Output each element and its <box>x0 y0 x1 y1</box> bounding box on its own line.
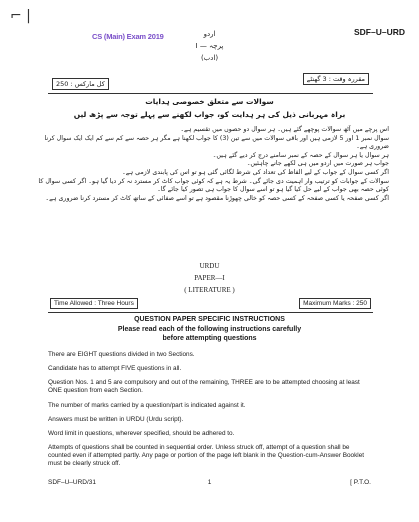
pto-label: [ P.T.O. <box>350 479 371 486</box>
english-header-rule <box>48 312 373 313</box>
instructions-subtitle-1: Please read each of the following instructions carefully <box>117 326 302 333</box>
urdu-header-rule <box>48 93 373 94</box>
urdu-paper: پرچہ — I <box>195 42 224 50</box>
instructions-subtitle-2: before attempting questions <box>162 335 257 342</box>
instructions-title: QUESTION PAPER SPECIFIC INSTRUCTIONS <box>134 316 285 323</box>
urdu-marks-box: کل مارکس : 250 <box>52 78 109 90</box>
maximum-marks-box: Maximum Marks : 250 <box>299 298 371 309</box>
english-instruction: The number of marks carried by a question/part is indicated against it. <box>48 402 246 409</box>
english-instruction: There are EIGHT questions divided in two Sections. <box>48 351 195 358</box>
corner-mark: ⌐ | <box>10 8 31 24</box>
footer-code: SDF–U–URD/31 <box>48 479 97 486</box>
urdu-subject: اردو <box>203 30 216 38</box>
urdu-instructions <box>37 126 389 203</box>
urdu-instruction: جواب ہر صورت میں اردو میں ہی لکھے جانے چاہئیں۔ <box>246 160 389 168</box>
english-instruction: Word limit in questions, wherever specified, should be adhered to. <box>48 430 235 437</box>
english-instruction: Candidate has to attempt FIVE questions in all. <box>48 365 182 372</box>
english-instruction: Attempts of questions shall be counted in sequential order. Unless struck off, attempt of a question shall be counted even if attempted partly. Any page or portion of the page left blank in the Question-cum-Answer Booklet must be clearly struck off. <box>48 444 365 468</box>
english-instruction: Answers must be written in URDU (Urdu script). <box>48 416 184 423</box>
paper-code-top: SDF–U–URD <box>353 27 405 37</box>
urdu-time-box: مقررہ وقت : 3 گھنٹے <box>303 73 369 85</box>
english-instruction: Question Nos. 1 and 5 are compulsory and out of the remaining, THREE are to be attempted choosing at least ONE question from each Section. <box>48 379 360 395</box>
page-number: 1 <box>207 479 212 486</box>
time-allowed-box: Time Allowed : Three Hours <box>50 298 138 309</box>
urdu-title: سوالات سے متعلق خصوصی ہدایات <box>145 97 274 106</box>
urdu-literature: (ادب) <box>200 54 219 62</box>
urdu-instruction: سوالات کے جوابات کو ترتیب وار اہمیت دی جائے گی۔ شرط یہ ہے کہ کوئی جواب کاٹ کر مسترد نہ کر دیا گیا ہو۔ اگر کسی سوال کا کوئی حصہ بھی جواب کے لیے حل کیا گیا ہو تو اسے سوال کا جواب ہی تصور کیا جائے گا۔ <box>38 177 389 194</box>
english-paper: PAPER—I <box>194 274 225 282</box>
english-subject: URDU <box>199 262 220 270</box>
exam-stamp: CS (Main) Exam 2019 <box>92 32 164 41</box>
urdu-instruction: سوال نمبر 1 اور 5 لازمی ہیں اور باقی سوالات میں سے تین (3) کا جواب لکھنا ہے مگر ہر حصہ سے کم سے کم ایک ایک سوال کرنا ضروری ہے۔ <box>44 134 389 151</box>
urdu-subtitle: براہ مہربانی ذیل کی ہر ہدایت کو، جواب لکھنے سے پہلے توجہ سے پڑھ لیں <box>73 110 346 119</box>
english-literature: ( LITERATURE ) <box>184 286 235 294</box>
urdu-instruction: اس پرچے میں آٹھ سوالات پوچھے گئے ہیں۔ ہر سوال دو حصوں میں تقسیم ہے۔ <box>180 126 389 133</box>
urdu-instruction: ہر سوال یا ہر سوال کے حصہ کے نمبر سامنے درج کر دیے گئے ہیں۔ <box>212 151 389 159</box>
urdu-instruction: اگر کسی سوال کے جواب کے لیے الفاظ کی تعداد کی شرط لگائی گئی ہو تو اس کی پابندی لازمی ہے۔ <box>122 168 389 176</box>
urdu-instruction: اگر کسی صفحہ یا کسی صفحہ کے کسی حصہ کو خالی چھوڑنا مقصود ہے تو اسے صفائی کے ساتھ کاٹ کر مسترد کرنا ضروری ہے۔ <box>45 194 389 202</box>
